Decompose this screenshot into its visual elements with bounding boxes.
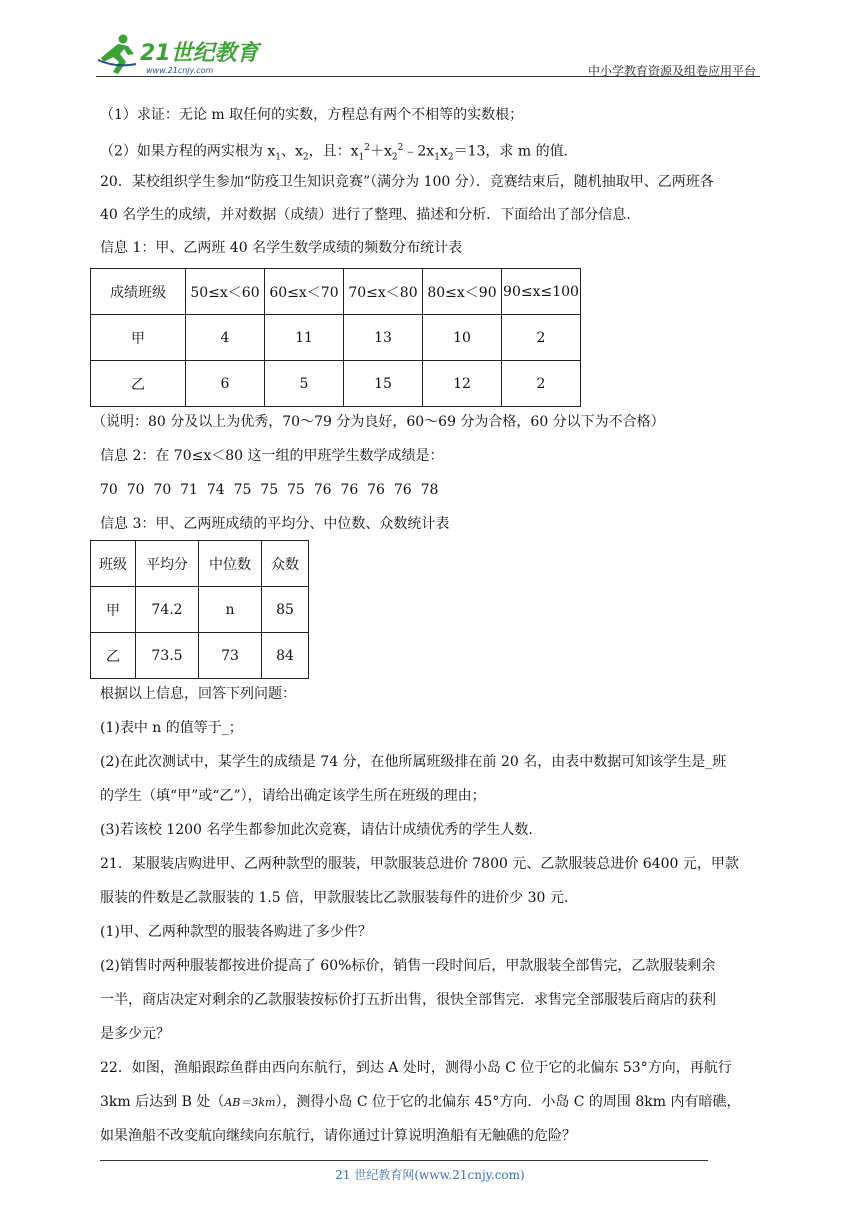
statistics-table-header-cell: 班级 bbox=[91, 541, 136, 587]
statistics-table-header-row bbox=[91, 541, 309, 587]
frequency-table-cell: 5 bbox=[265, 361, 344, 407]
frequency-table-cell: 4 bbox=[186, 315, 265, 361]
q19-part2: （2）如果方程的两实根为 $x_1$、$x_2$，且：$x_1^2+x_2^2﹣2x_1x_2=13$，求 m 的值. bbox=[100, 143, 569, 163]
statistics-table-header-cell: 平均分 bbox=[136, 541, 199, 587]
statistics-table-cell: 甲 bbox=[91, 587, 136, 633]
frequency-table-cell: 10 bbox=[423, 315, 502, 361]
q22-stem-line3: 如果渔船不改变航向继续向东航行，请你通过计算说明渔船有无触礁的危险？ bbox=[100, 1128, 576, 1144]
frequency-table-cell: 12 bbox=[423, 361, 502, 407]
q21-sub2-line3: 是多少元？ bbox=[100, 1026, 170, 1042]
frequency-table-header-cell: 50≤x＜60 bbox=[186, 269, 265, 315]
statistics-table-cell: n bbox=[199, 587, 262, 633]
q20-sub1: (1)表中 n 的值等于_； bbox=[100, 720, 243, 736]
frequency-table-cell: 2 bbox=[502, 315, 581, 361]
frequency-table-header-cell: 成绩班级 bbox=[91, 269, 186, 315]
frequency-table-cell: 乙 bbox=[91, 361, 186, 407]
frequency-table-cell: 15 bbox=[344, 361, 423, 407]
q20-info2-title: 信息 2：在 70≤x＜80 这一组的甲班学生数学成绩是： bbox=[100, 448, 444, 464]
q20-info1-title: 信息 1：甲、乙两班 40 名学生数学成绩的频数分布统计表 bbox=[100, 240, 463, 256]
page-header bbox=[96, 30, 760, 80]
statistics-table-row bbox=[91, 587, 309, 633]
frequency-table-header-row bbox=[91, 269, 581, 315]
q20-sub3: (3)若该校 1200 名学生都参加此次竞赛，请估计成绩优秀的学生人数. bbox=[100, 822, 533, 838]
q20-sub2-line2: 的学生（填“甲”或“乙”），请给出确定该学生所在班级的理由； bbox=[100, 788, 486, 804]
header-platform-text: 中小学教育资源及组卷应用平台 bbox=[587, 64, 756, 78]
statistics-table-cell: 84 bbox=[262, 633, 309, 679]
statistics-table bbox=[90, 540, 309, 679]
q20-stem-line1: 20．某校组织学生参加“防疫卫生知识竞赛”（满分为 100 分）．竞赛结束后，随机抽取甲、乙两班各 bbox=[100, 174, 714, 190]
q22-ab-formula: AB＝3km bbox=[224, 1096, 276, 1109]
frequency-table-header-cell: 70≤x＜80 bbox=[344, 269, 423, 315]
header-divider bbox=[96, 76, 760, 77]
statistics-table-header-cell: 众数 bbox=[262, 541, 309, 587]
site-logo bbox=[96, 30, 266, 78]
footer-site-link[interactable]: 21 世纪教育网(www.21cnjy.com) bbox=[335, 1168, 525, 1182]
statistics-table-cell: 73 bbox=[199, 633, 262, 679]
q20-info3-title: 信息 3：甲、乙两班成绩的平均分、中位数、众数统计表 bbox=[100, 516, 450, 532]
frequency-table-cell: 6 bbox=[186, 361, 265, 407]
statistics-table-cell: 74.2 bbox=[136, 587, 199, 633]
q21-stem-line1: 21．某服装店购进甲、乙两种款型的服装，甲款服装总进价 7800 元、乙款服装总进价 6400 元，甲款 bbox=[100, 856, 739, 872]
q20-grading-note: （说明：80 分及以上为优秀，70～79 分为良好，60～69 分为合格，60 分以下为不合格） bbox=[92, 414, 665, 430]
q22-stem-line1: 22．如图，渔船跟踪鱼群由西向东航行，到达 A 处时，测得小岛 C 位于它的北偏东 53°方向，再航行 bbox=[100, 1060, 732, 1076]
frequency-table-row bbox=[91, 361, 581, 407]
q21-sub2-line1: (2)销售时两种服装都按进价提高了 60%标价，销售一段时间后，甲款服装全部售完，乙款服装剩余 bbox=[100, 958, 716, 974]
logo-url-text: www.21cnjy.com bbox=[146, 66, 214, 75]
statistics-table-cell: 乙 bbox=[91, 633, 136, 679]
frequency-table-row bbox=[91, 315, 581, 361]
statistics-table-cell: 73.5 bbox=[136, 633, 199, 679]
runner-icon bbox=[98, 35, 136, 75]
frequency-table-header-cell: 80≤x＜90 bbox=[423, 269, 502, 315]
frequency-table-header-cell: 90≤x≤100 bbox=[502, 269, 581, 315]
frequency-table-cell: 11 bbox=[265, 315, 344, 361]
q21-sub2-line2: 一半，商店决定对剩余的乙款服装按标价打五折出售，很快全部售完．求售完全部服装后商店的获利 bbox=[100, 992, 716, 1008]
frequency-table-header-cell: 60≤x＜70 bbox=[265, 269, 344, 315]
q19-part1: （1）求证：无论 m 取任何的实数，方程总有两个不相等的实数根； bbox=[100, 107, 524, 123]
q21-stem-line2: 服装的件数是乙款服装的 1.5 倍，甲款服装比乙款服装每件的进价少 30 元. bbox=[100, 890, 569, 906]
statistics-table-cell: 85 bbox=[262, 587, 309, 633]
statistics-table-header-cell: 中位数 bbox=[199, 541, 262, 587]
frequency-table-cell: 13 bbox=[344, 315, 423, 361]
statistics-table-row bbox=[91, 633, 309, 679]
q20-stem-line2: 40 名学生的成绩，并对数据（成绩）进行了整理、描述和分析．下面给出了部分信息. bbox=[100, 207, 631, 223]
frequency-table bbox=[90, 268, 581, 407]
frequency-table-cell: 2 bbox=[502, 361, 581, 407]
q20-info2-scores: 70 70 70 71 74 75 75 75 76 76 76 76 78 bbox=[100, 482, 439, 498]
frequency-table-cell: 甲 bbox=[91, 315, 186, 361]
footer-divider bbox=[100, 1160, 708, 1161]
q22-stem-line2: 3km 后达到 B 处（AB＝3km），测得小岛 C 位于它的北偏东 45°方向．小岛 C 的周围 8km 内有暗礁， bbox=[100, 1094, 741, 1110]
logo-text: 21世纪教育 bbox=[140, 41, 259, 66]
q21-sub1: (1)甲、乙两种款型的服装各购进了多少件？ bbox=[100, 924, 372, 940]
q20-sub2-line1: (2)在此次测试中，某学生的成绩是 74 分，在他所属班级排在前 20 名，由表中数据可知该学生是_班 bbox=[100, 754, 727, 770]
q20-prompt: 根据以上信息，回答下列问题： bbox=[100, 686, 296, 702]
